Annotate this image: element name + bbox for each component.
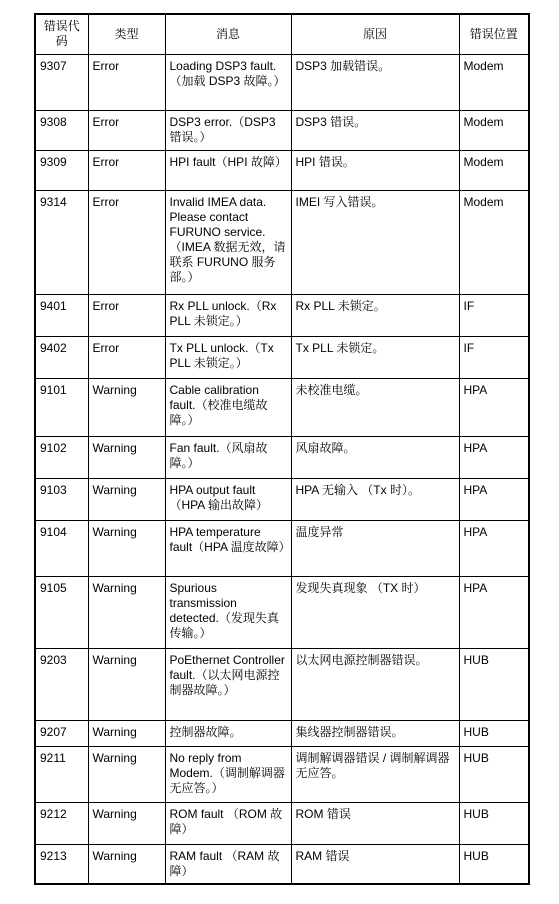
cell-cause: DSP3 错误。 [291, 110, 459, 150]
cell-location: HUB [459, 648, 529, 720]
cell-code: 9104 [35, 520, 88, 576]
table-row [35, 720, 529, 746]
table-row [35, 190, 529, 294]
cell-location: Modem [459, 150, 529, 190]
cell-message: Invalid IMEA data. Please contact FURUNO service.（IMEA 数据无效，请联系 FURUNO 服务部。） [165, 190, 291, 294]
header-message: 消息 [165, 14, 291, 54]
table-row [35, 802, 529, 844]
cell-cause: 发现失真现象 （TX 时） [291, 576, 459, 648]
cell-location: HPA [459, 378, 529, 436]
cell-cause: RAM 错误 [291, 844, 459, 884]
cell-type: Warning [88, 844, 165, 884]
cell-code: 9401 [35, 294, 88, 336]
cell-code: 9102 [35, 436, 88, 478]
cell-location: Modem [459, 54, 529, 110]
cell-message: RAM fault （RAM 故障） [165, 844, 291, 884]
cell-code: 9308 [35, 110, 88, 150]
cell-message: HPI fault（HPI 故障） [165, 150, 291, 190]
error-code-table [34, 13, 530, 885]
cell-type: Warning [88, 802, 165, 844]
cell-code: 9203 [35, 648, 88, 720]
header-location: 错误位置 [459, 14, 529, 54]
cell-code: 9211 [35, 746, 88, 802]
cell-message: PoEthernet Controller fault.（以太网电源控制器故障。） [165, 648, 291, 720]
cell-type: Error [88, 54, 165, 110]
table-row [35, 746, 529, 802]
cell-location: IF [459, 336, 529, 378]
cell-code: 9314 [35, 190, 88, 294]
table-row [35, 436, 529, 478]
header-code: 错误代码 [35, 14, 88, 54]
table-row [35, 150, 529, 190]
header-type: 类型 [88, 14, 165, 54]
table-row [35, 478, 529, 520]
cell-cause: DSP3 加载错误。 [291, 54, 459, 110]
cell-message: 控制器故障。 [165, 720, 291, 746]
cell-cause: 未校准电缆。 [291, 378, 459, 436]
cell-location: HUB [459, 720, 529, 746]
cell-cause: 温度异常 [291, 520, 459, 576]
cell-location: HPA [459, 436, 529, 478]
cell-message: HPA output fault（HPA 输出故障） [165, 478, 291, 520]
table-row [35, 378, 529, 436]
cell-type: Warning [88, 648, 165, 720]
cell-code: 9101 [35, 378, 88, 436]
cell-cause: HPI 错误。 [291, 150, 459, 190]
cell-location: HUB [459, 746, 529, 802]
header-cause: 原因 [291, 14, 459, 54]
cell-cause: Tx PLL 未锁定。 [291, 336, 459, 378]
cell-code: 9402 [35, 336, 88, 378]
cell-type: Error [88, 110, 165, 150]
cell-type: Warning [88, 378, 165, 436]
cell-code: 9207 [35, 720, 88, 746]
table-body [35, 54, 529, 884]
cell-cause: IMEI 写入错误。 [291, 190, 459, 294]
cell-cause: ROM 错误 [291, 802, 459, 844]
cell-cause: 调制解调器错误 / 调制解调器无应答。 [291, 746, 459, 802]
cell-cause: 集线器控制器错误。 [291, 720, 459, 746]
cell-location: Modem [459, 190, 529, 294]
cell-type: Warning [88, 436, 165, 478]
cell-type: Warning [88, 746, 165, 802]
cell-code: 9213 [35, 844, 88, 884]
cell-location: HPA [459, 478, 529, 520]
table-row [35, 520, 529, 576]
table-row [35, 294, 529, 336]
cell-code: 9309 [35, 150, 88, 190]
cell-message: Loading DSP3 fault.（加载 DSP3 故障。） [165, 54, 291, 110]
cell-code: 9103 [35, 478, 88, 520]
cell-message: Fan fault.（风扇故障。） [165, 436, 291, 478]
cell-type: Error [88, 190, 165, 294]
table-row [35, 844, 529, 884]
cell-message: HPA temperature fault（HPA 温度故障） [165, 520, 291, 576]
cell-message: ROM fault （ROM 故障） [165, 802, 291, 844]
cell-type: Warning [88, 520, 165, 576]
cell-message: No reply from Modem.（调制解调器无应答。） [165, 746, 291, 802]
table-row [35, 54, 529, 110]
cell-message: Cable calibration fault.（校准电缆故障。） [165, 378, 291, 436]
cell-location: HPA [459, 520, 529, 576]
table-header [35, 14, 529, 54]
cell-location: IF [459, 294, 529, 336]
cell-message: Rx PLL unlock.（Rx PLL 未锁定。） [165, 294, 291, 336]
cell-cause: 以太网电源控制器错误。 [291, 648, 459, 720]
cell-code: 9307 [35, 54, 88, 110]
table-row [35, 110, 529, 150]
cell-type: Error [88, 150, 165, 190]
cell-type: Error [88, 336, 165, 378]
cell-type: Error [88, 294, 165, 336]
table-row [35, 336, 529, 378]
cell-location: Modem [459, 110, 529, 150]
cell-message: Spurious transmission detected.（发现失真传输。） [165, 576, 291, 648]
cell-location: HPA [459, 576, 529, 648]
cell-type: Warning [88, 478, 165, 520]
cell-location: HUB [459, 802, 529, 844]
cell-type: Warning [88, 720, 165, 746]
cell-cause: 风扇故障。 [291, 436, 459, 478]
cell-cause: HPA 无输入 （Tx 时）。 [291, 478, 459, 520]
table-row [35, 648, 529, 720]
cell-code: 9212 [35, 802, 88, 844]
cell-message: Tx PLL unlock.（Tx PLL 未锁定。） [165, 336, 291, 378]
cell-type: Warning [88, 576, 165, 648]
cell-message: DSP3 error.（DSP3 错误。） [165, 110, 291, 150]
table-row [35, 576, 529, 648]
cell-code: 9105 [35, 576, 88, 648]
cell-cause: Rx PLL 未锁定。 [291, 294, 459, 336]
cell-location: HUB [459, 844, 529, 884]
